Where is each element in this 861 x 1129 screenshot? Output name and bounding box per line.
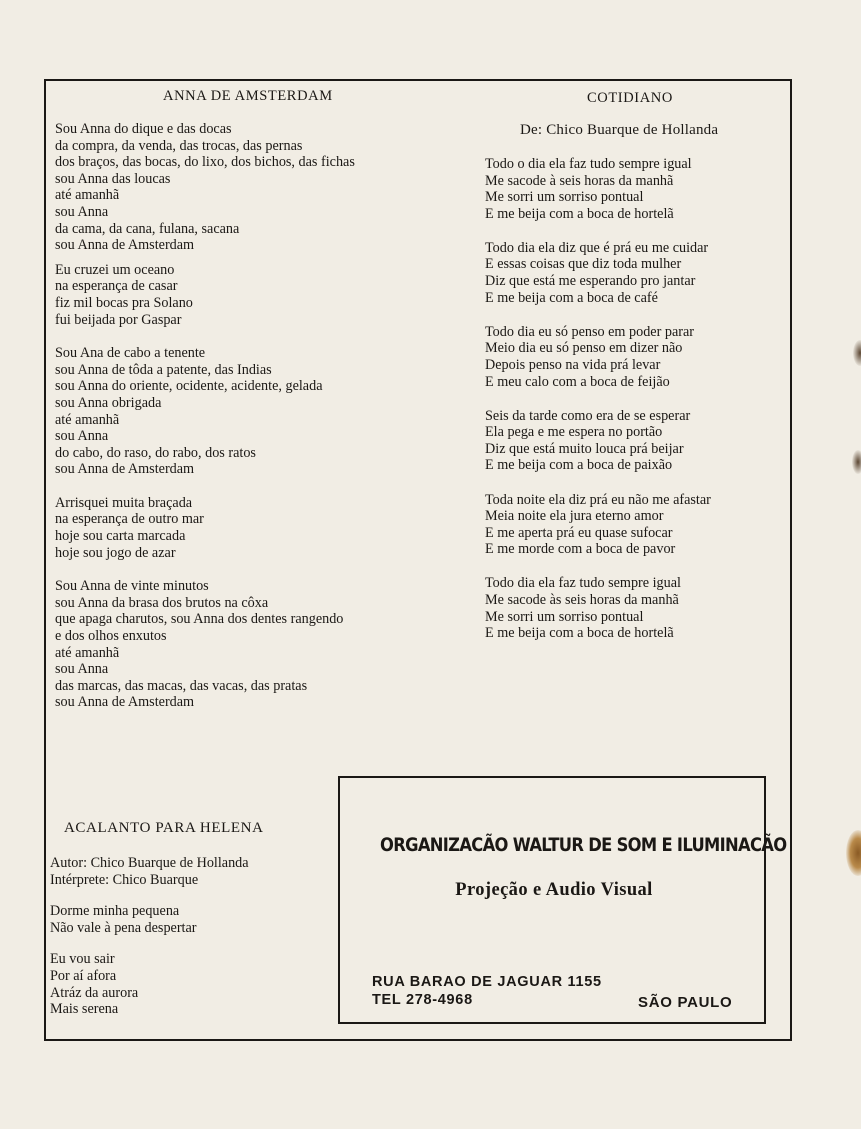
lyric-line: sou Anna <box>55 661 109 678</box>
lyric-line: sou Anna de Amsterdam <box>55 461 195 478</box>
stanza <box>485 575 711 641</box>
lyric-line: E me beija com a boca de hortelã <box>485 205 674 222</box>
lyric-line: Meio dia eu só penso em dizer não <box>485 340 683 357</box>
lyric-line: Intérprete: Chico Buarque <box>50 871 199 888</box>
lyric-line: Meia noite ela jura eterno amor <box>485 508 664 525</box>
lyric-line: fui beijada por Gaspar <box>55 311 182 328</box>
helena-lyrics <box>50 855 249 1018</box>
stanza <box>55 262 355 328</box>
ad-subtitle: Projeção e Audio Visual <box>455 880 653 900</box>
lyric-line: Diz que está muito louca prá beijar <box>485 440 684 457</box>
stanza <box>55 121 355 254</box>
lyric-line: sou Anna das loucas <box>55 170 171 187</box>
stanza <box>55 495 355 561</box>
lyric-line: na esperança de outro mar <box>55 511 204 528</box>
lyric-line: dos braços, das bocas, do lixo, dos bichos, das fichas <box>55 154 355 171</box>
lyric-line: Sou Anna do dique e das docas <box>55 121 232 137</box>
stanza <box>485 408 711 474</box>
lyric-line: da cama, da cana, fulana, sacana <box>55 220 240 237</box>
lyric-line: E essas coisas que diz toda mulher <box>485 256 682 273</box>
ad-city: SÃO PAULO <box>638 994 733 1011</box>
lyric-line: Sou Anna de vinte minutos <box>55 578 209 595</box>
lyric-line: Toda noite ela diz prá eu não me afastar <box>485 491 711 508</box>
anna-lyrics <box>55 121 355 711</box>
lyric-line: sou Anna da brasa dos brutos na côxa <box>55 594 269 611</box>
lyric-line: E me aperta prá eu quase sufocar <box>485 524 673 541</box>
lyric-line: até amanhã <box>55 644 120 661</box>
lyric-line: sou Anna <box>55 203 109 220</box>
lyric-line: sou Anna obrigada <box>55 394 162 411</box>
stanza <box>485 240 711 306</box>
stanza <box>485 492 711 558</box>
cotidiano-lyrics <box>485 156 711 642</box>
lyric-line: Dorme minha pequena <box>50 903 180 920</box>
lyric-line: que apaga charutos, sou Anna dos dentes rangendo <box>55 611 344 628</box>
lyric-line: sou Anna <box>55 428 109 445</box>
lyric-line: Me sacode à seis horas da manhã <box>485 172 674 189</box>
lyric-line: E me beija com a boca de café <box>485 289 658 306</box>
cotidiano-author: De: Chico Buarque de Hollanda <box>520 122 719 138</box>
stanza <box>50 903 249 936</box>
lyric-line: Todo o dia ela faz tudo sempre igual <box>485 156 692 172</box>
lyric-line: Sou Ana de cabo a tenente <box>55 345 206 362</box>
lyric-line: Eu cruzei um oceano <box>55 261 175 278</box>
ad-address: RUA BARAO DE JAGUAR 1155 <box>372 974 602 990</box>
lyric-line: Não vale à pena despertar <box>50 919 197 936</box>
paper-mark <box>853 340 861 366</box>
lyric-line: E me beija com a boca de hortelã <box>485 625 674 642</box>
ad-phone: TEL 278-4968 <box>372 992 473 1008</box>
lyric-line: Eu vou sair <box>50 951 115 968</box>
paper-stain <box>846 830 861 876</box>
lyric-line: Seis da tarde como era de se esperar <box>485 407 691 424</box>
lyric-line: E meu calo com a boca de feijão <box>485 373 670 390</box>
lyric-line: sou Anna de Amsterdam <box>55 694 195 711</box>
lyric-line: Todo dia eu só penso em poder parar <box>485 323 694 340</box>
ad-company-name: ORGANIZACÃO WALTUR DE SOM E ILUMINACÃO <box>380 834 787 856</box>
lyric-line: da compra, da venda, das trocas, das pernas <box>55 137 303 154</box>
lyric-line: Me sacode às seis horas da manhã <box>485 591 679 608</box>
lyric-line: até amanhã <box>55 411 120 428</box>
stanza <box>55 578 355 711</box>
lyric-line: E me morde com a boca de pavor <box>485 541 676 558</box>
lyric-line: fiz mil bocas pra Solano <box>55 294 193 311</box>
lyric-line: Por aí afora <box>50 967 117 984</box>
advertisement-box <box>338 776 787 1024</box>
lyric-line: sou Anna de tôda a patente, das Indias <box>55 361 272 378</box>
lyric-line: Mais serena <box>50 1001 119 1018</box>
lyric-line: Me sorri um sorriso pontual <box>485 608 644 625</box>
lyric-line: Atráz da aurora <box>50 984 139 1001</box>
lyric-line: do cabo, do raso, do rabo, dos ratos <box>55 444 256 461</box>
paper-mark <box>852 450 861 474</box>
lyric-line: sou Anna de Amsterdam <box>55 237 195 254</box>
stanza <box>485 324 711 390</box>
stanza <box>50 951 249 1017</box>
stanza <box>50 855 249 888</box>
lyric-line: na esperança de casar <box>55 278 178 295</box>
lyric-line: Arrisquei muita braçada <box>55 494 193 511</box>
lyric-line: e dos olhos enxutos <box>55 628 167 645</box>
lyric-line: Diz que está me esperando pro jantar <box>485 273 696 290</box>
lyric-line: das marcas, das macas, das vacas, das pratas <box>55 677 308 694</box>
lyric-line: Me sorri um sorriso pontual <box>485 189 644 206</box>
lyric-line: hoje sou jogo de azar <box>55 544 176 561</box>
cotidiano-title: COTIDIANO <box>587 90 673 106</box>
lyric-line: E me beija com a boca de paixão <box>485 457 673 474</box>
lyric-line: Ela pega e me espera no portão <box>485 424 663 441</box>
lyric-line: Autor: Chico Buarque de Hollanda <box>50 855 249 871</box>
helena-title: ACALANTO PARA HELENA <box>64 820 264 836</box>
lyric-line: hoje sou carta marcada <box>55 528 186 545</box>
lyric-line: Depois penso na vida prá levar <box>485 356 661 373</box>
lyric-line: até amanhã <box>55 187 120 204</box>
lyric-line: sou Anna do oriente, ocidente, acidente, gelada <box>55 378 323 395</box>
anna-title: ANNA DE AMSTERDAM <box>163 88 333 104</box>
lyric-line: Todo dia ela diz que é prá eu me cuidar <box>485 239 709 256</box>
stanza <box>485 156 711 222</box>
lyric-line: Todo dia ela faz tudo sempre igual <box>485 575 681 592</box>
stanza <box>55 345 355 478</box>
